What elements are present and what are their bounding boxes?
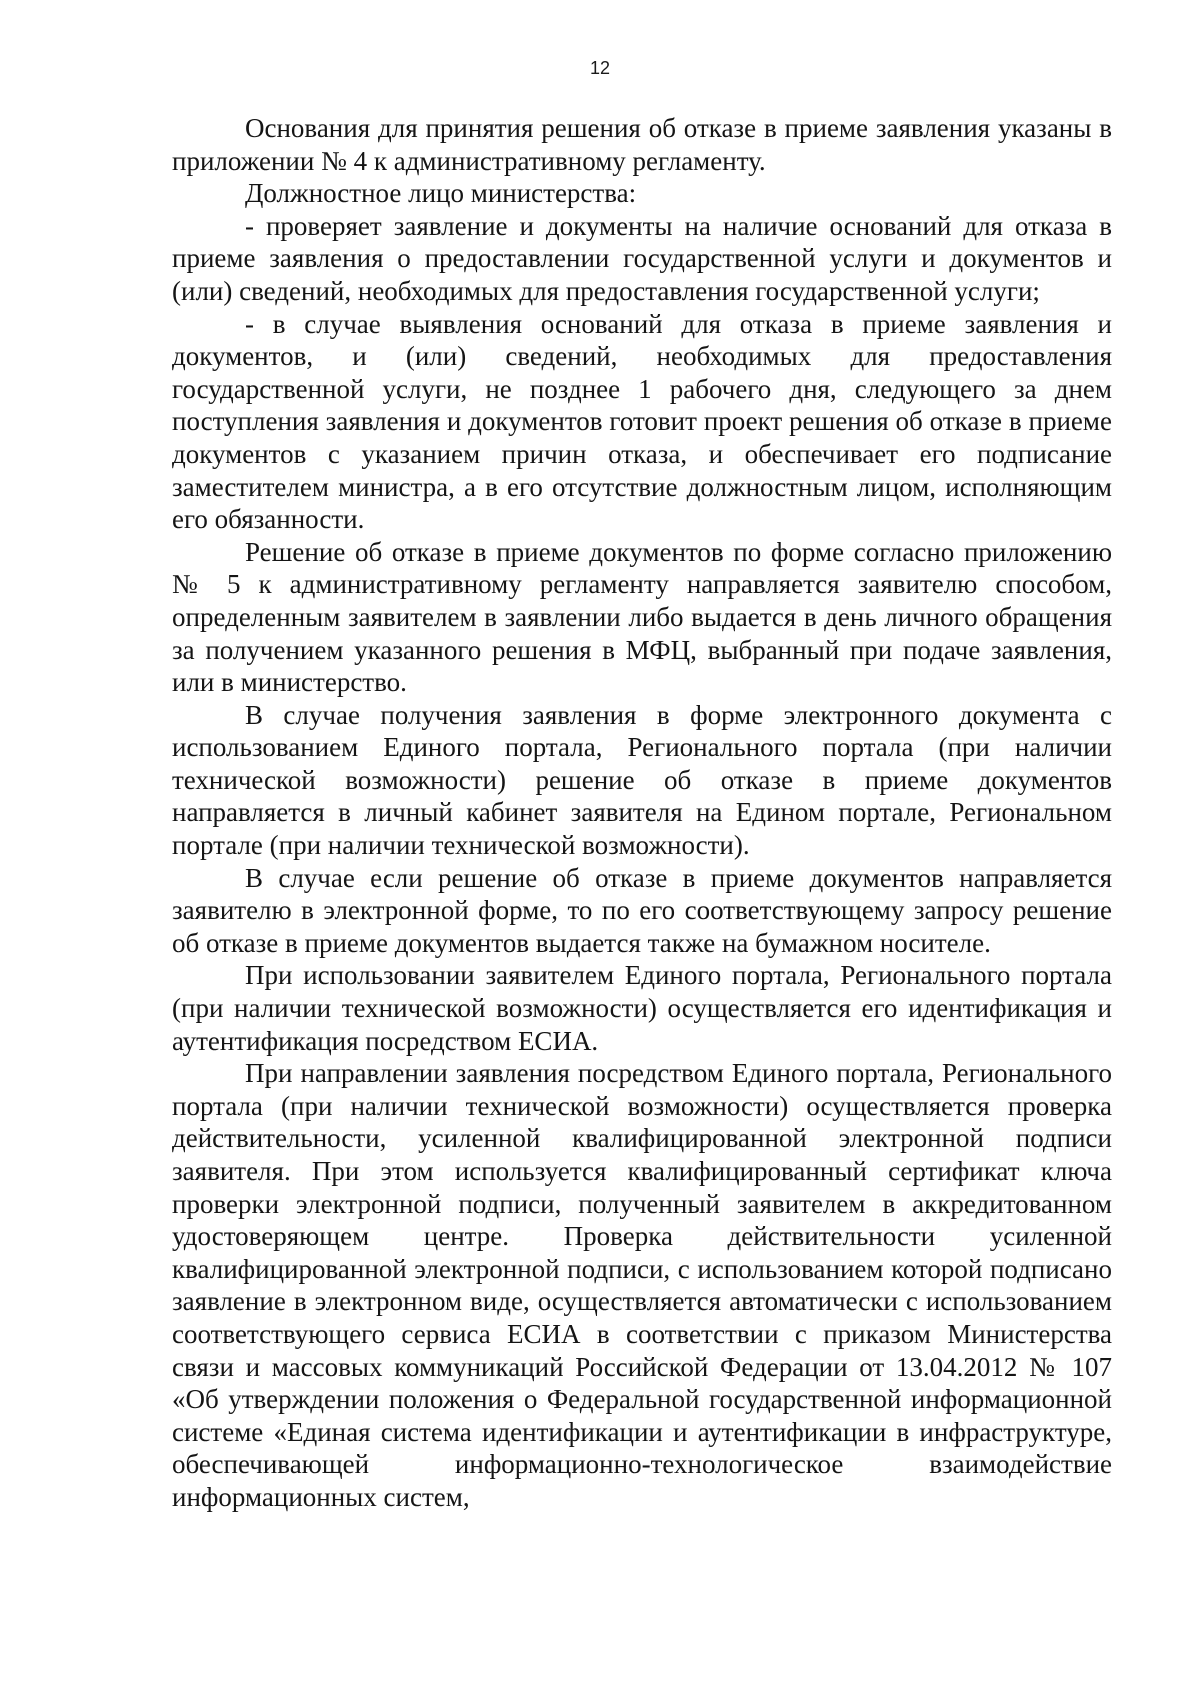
paragraph-official-intro: Должностное лицо министерства: — [245, 178, 637, 209]
paragraph-checks-documents: - проверяет заявление и документы на наличие оснований для отказа в приеме заявления о предоставлении государственной услуги и документов и (или) сведений, необходимых для предоставления государственной услуги; — [172, 210, 1112, 306]
page-number: 12 — [589, 58, 611, 78]
document-body — [172, 112, 1112, 1514]
paragraph-electronic-receipt: В случае получения заявления в форме электронного документа с использованием Единого портала, Регионального портала (при наличии технической возможности) решение об отказе в приеме документов направляется в личный кабинет заявителя на Едином портале, Региональном портале (при наличии технической возможности). — [172, 699, 1112, 861]
paragraph-esia-identification: При использовании заявителем Единого портала, Регионального портала (при наличии технической возможности) осуществляется его идентификация и аутентификация посредством ЕСИА. — [172, 960, 1112, 1056]
paragraph-paper-copy: В случае если решение об отказе в приеме документов направляется заявителю в электронной форме, то по его соответствующему запросу решение об отказе в приеме документов выдается также на бумажном носителе. — [172, 862, 1112, 958]
paragraph-refusal-grounds: Основания для принятия решения об отказе в приеме заявления указаны в приложении № 4 к административному регламенту. — [172, 113, 1112, 176]
paragraph-signature-verification: При направлении заявления посредством Единого портала, Регионального портала (при наличии технической возможности) осуществляется проверка действительности, усиленной квалифицированной электронной подписи заявителя. При этом используется квалифицированный сертификат ключа проверки электронной подписи, полученный заявителем в аккредитованном удостоверяющем центре. Проверка действительности усиленной квалифицированной электронной подписи, с использованием которой подписано заявление в электронном виде, осуществляется автоматически с использованием соответствующего сервиса ЕСИА в соответствии с приказом Министерства связи и массовых коммуникаций Российской Федерации от 13.04.2012 № 107 «Об утверждении положения о Федеральной государственной информационной системе «Единая система идентификации и аутентификации в инфраструктуре, обеспечивающей информационно-технологическое взаимодействие информационных систем, — [172, 1058, 1112, 1512]
paragraph-prepares-decision: - в случае выявления оснований для отказа в приеме заявления и документов, и (или) сведений, необходимых для предоставления государственной услуги, не позднее 1 рабочего дня, следующего за днем поступления заявления и документов готовит проект решения об отказе в приеме документов с указанием причин отказа, и обеспечивает его подписание заместителем министра, а в его отсутствие должностным лицом, исполняющим его обязанности. — [172, 308, 1112, 535]
paragraph-decision-delivery: Решение об отказе в приеме документов по форме согласно приложению № 5 к административному регламенту направляется заявителю способом, определенным заявителем в заявлении либо выдается в день личного обращения за получением указанного решения в МФЦ, выбранный при подаче заявления, или в министерство. — [172, 536, 1112, 698]
